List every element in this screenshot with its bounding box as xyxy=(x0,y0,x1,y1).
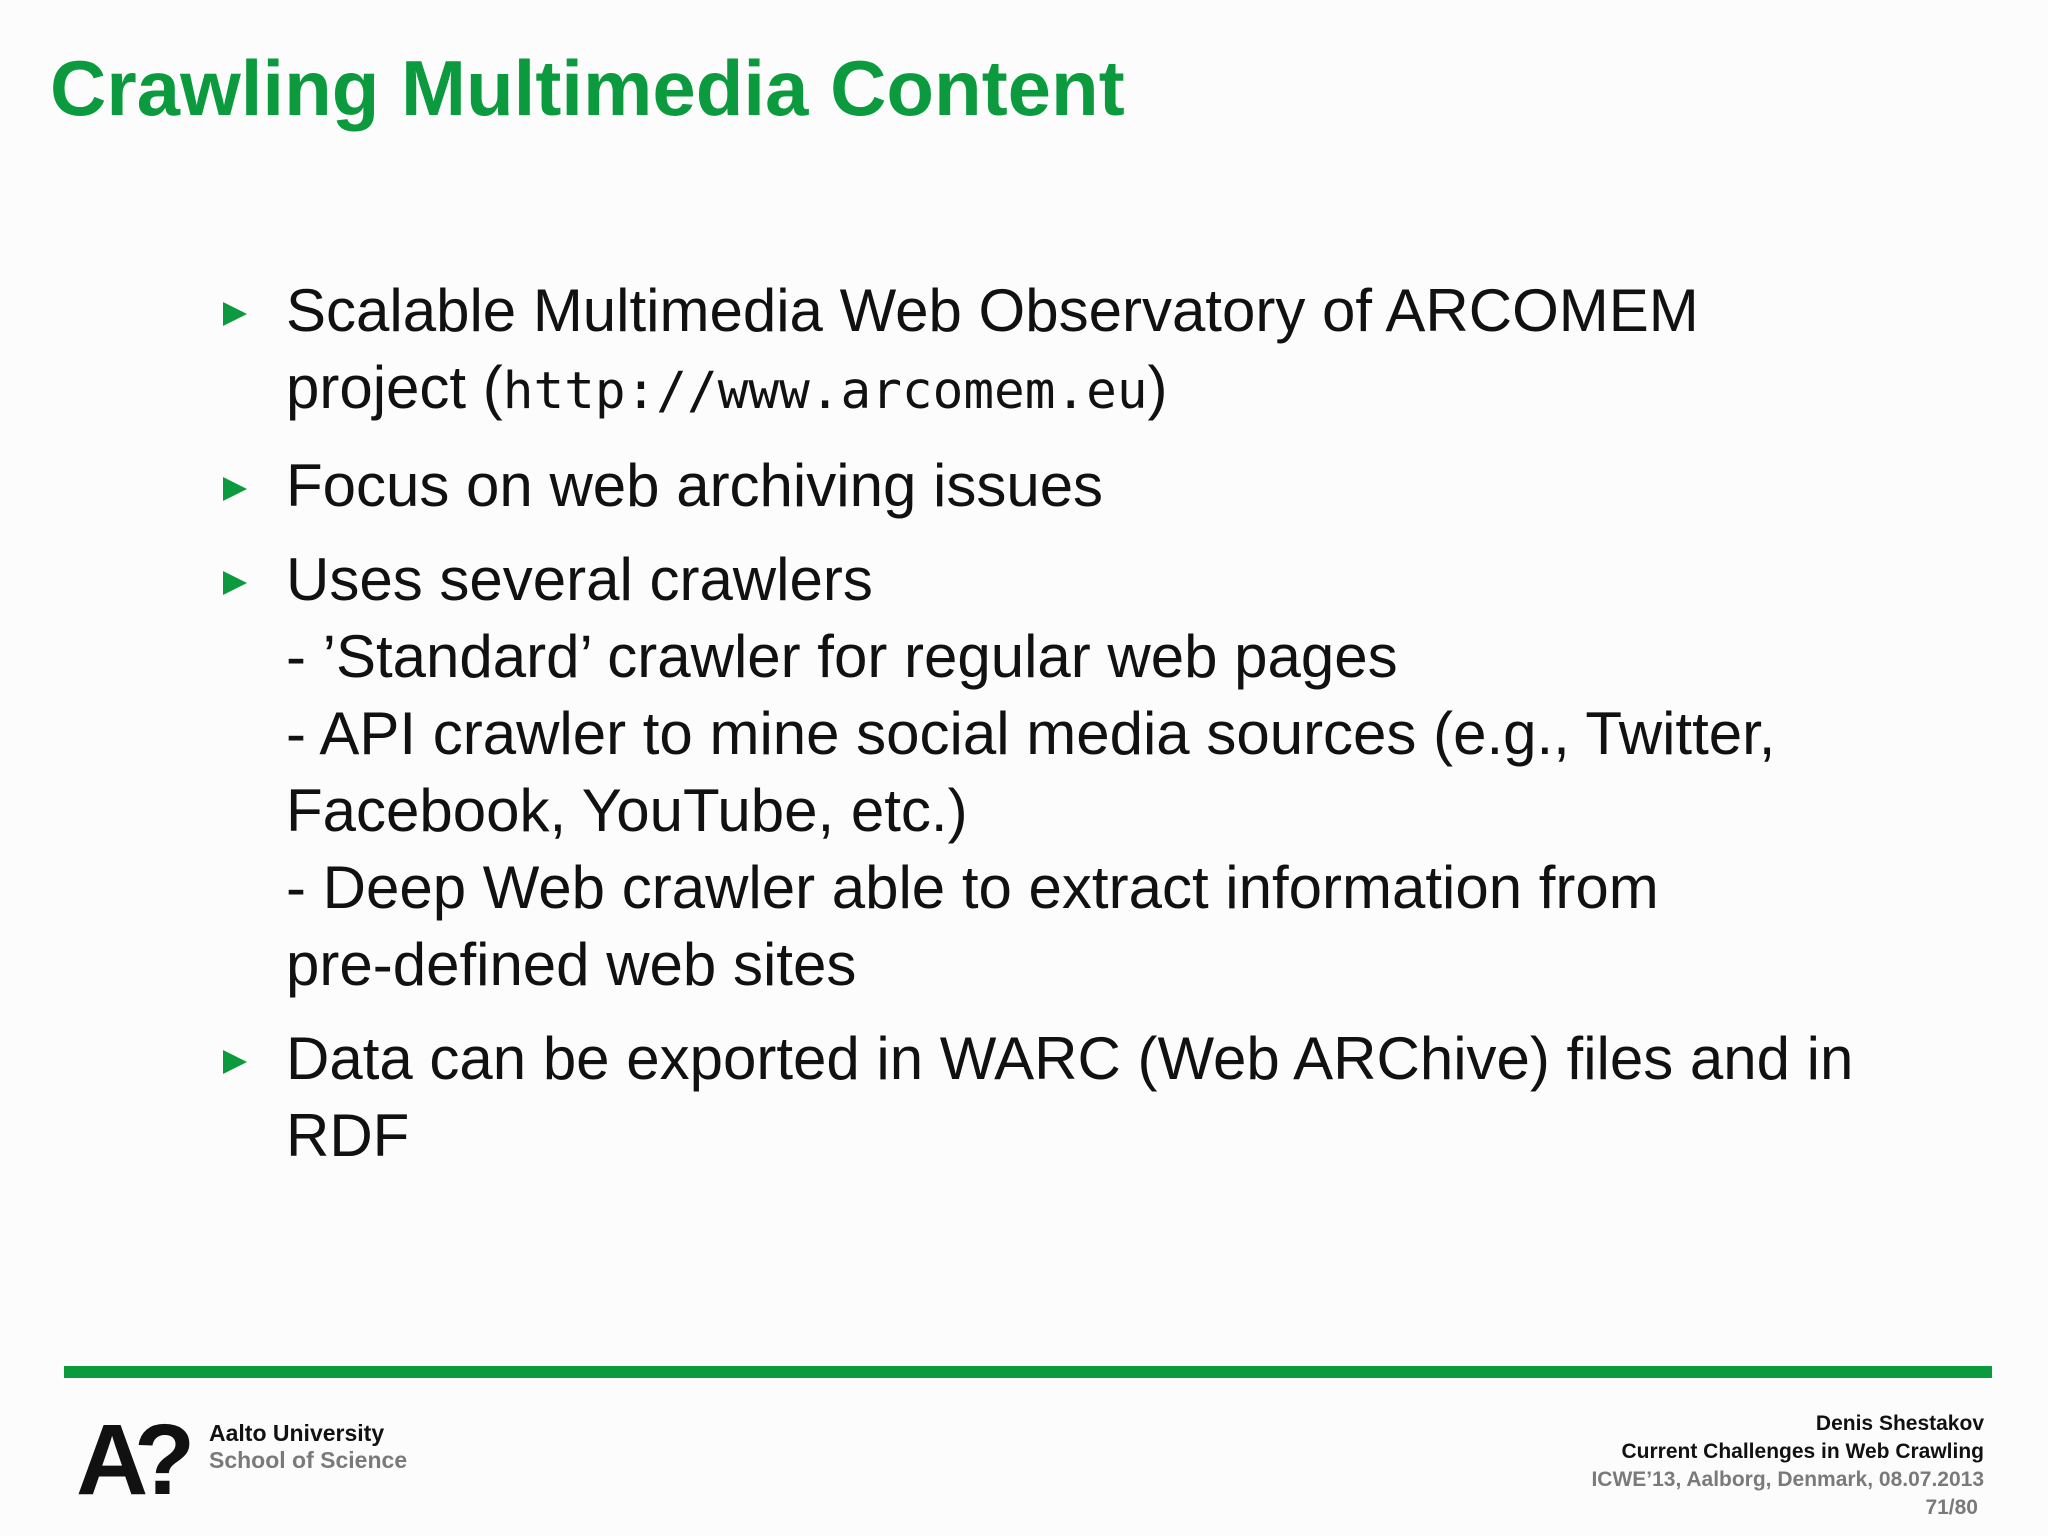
bullet-line: pre-defined web sites xyxy=(286,931,857,998)
footer-divider xyxy=(64,1366,1992,1378)
triangle-bullet-icon xyxy=(223,1050,247,1074)
bullet-line: Scalable Multimedia Web Observatory of ARCOMEM xyxy=(286,277,1699,344)
triangle-bullet-icon xyxy=(223,571,247,595)
talk-title: Current Challenges in Web Crawling xyxy=(1621,1440,1984,1463)
bullet-line: - API crawler to mine social media sources (e.g., Twitter, xyxy=(286,700,1776,767)
bullet-line: Focus on web archiving issues xyxy=(286,452,1104,519)
logo-question-mark: ? xyxy=(134,1404,196,1516)
slide-title: Crawling Multimedia Content xyxy=(50,44,1125,132)
bullet-line: RDF xyxy=(286,1102,410,1169)
bullet-line: Facebook, YouTube, etc.) xyxy=(286,777,968,844)
bullet-item xyxy=(220,1020,1920,1174)
bullet-line xyxy=(286,349,1920,430)
bullet-item xyxy=(220,272,1920,430)
school-name: School of Science xyxy=(209,1447,408,1473)
project-url: http://www.arcomem.eu xyxy=(502,362,1148,421)
triangle-bullet-icon xyxy=(223,477,247,501)
author-name: Denis Shestakov xyxy=(1815,1412,1984,1435)
bullet-item xyxy=(220,447,1920,524)
university-name: Aalto University xyxy=(209,1420,385,1446)
page-number: 71/80 xyxy=(1925,1496,1978,1519)
university-block xyxy=(209,1420,407,1474)
bullet-text: ) xyxy=(1147,354,1168,421)
bullet-line: Data can be exported in WARC (Web ARChive) files and in xyxy=(286,1025,1854,1092)
logo-letter: A xyxy=(76,1404,149,1516)
footer-info xyxy=(1591,1410,1984,1522)
triangle-bullet-icon xyxy=(223,302,247,326)
bullet-list xyxy=(220,272,1920,1191)
venue-date: ICWE’13, Aalborg, Denmark, 08.07.2013 xyxy=(1591,1468,1984,1491)
bullet-text: project ( xyxy=(286,354,503,421)
bullet-line: - Deep Web crawler able to extract information from xyxy=(286,854,1659,921)
bullet-item xyxy=(220,541,1920,1003)
bullet-line: - ’Standard’ crawler for regular web pages xyxy=(286,623,1398,690)
bullet-line: Uses several crawlers xyxy=(286,546,873,613)
aalto-logo-icon xyxy=(76,1404,196,1516)
